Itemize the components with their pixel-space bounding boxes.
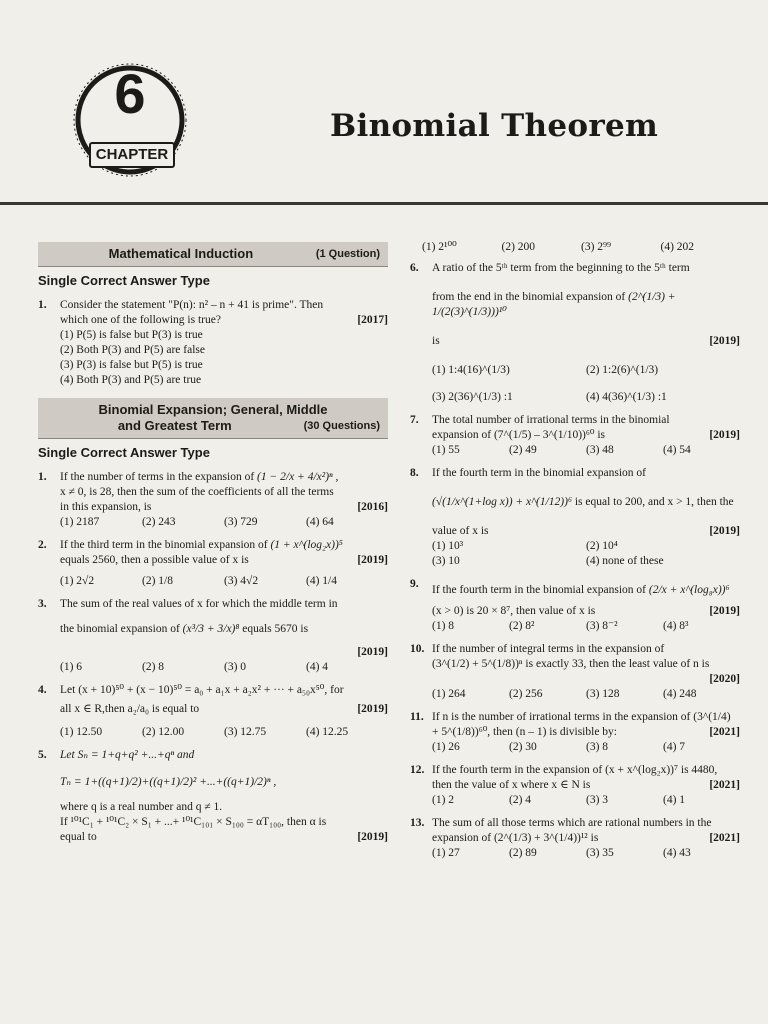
question-number: 2. [38, 539, 47, 551]
question [410, 466, 740, 569]
question-number: 8. [410, 467, 419, 479]
question-year: [2019] [357, 646, 388, 658]
option: (1) 2187 [60, 516, 100, 528]
option: (4) 7 [663, 741, 686, 753]
math-expression: (x³/3 + 3/x)⁸ [182, 623, 240, 635]
question-year: [2019] [709, 429, 740, 441]
option: (2) 1:2(6)^(1/3) [586, 364, 659, 376]
question-number: 1. [38, 471, 47, 483]
option: (2) 243 [142, 516, 176, 528]
option: (1) 264 [432, 688, 466, 700]
option: (3) 4√2 [224, 575, 259, 587]
question-number: 4. [38, 684, 47, 696]
math-expression: (2/x + x^(log₈x))⁶ [648, 584, 730, 596]
math-expression: (2^(1/3) + 1/(2(3)^(1/3)))¹⁰ [432, 291, 676, 318]
option: (3) 0 [224, 661, 247, 673]
option: (4) 54 [663, 444, 691, 456]
chapter-number: 6 [114, 62, 146, 125]
option: (3) 35 [586, 847, 614, 859]
option: (2) 4 [509, 794, 532, 806]
question-year: [2019] [357, 554, 388, 566]
option: (1) 27 [432, 847, 460, 859]
question-year: [2019] [709, 335, 740, 347]
question-text: If the third term in the binomial expansion of [60, 539, 268, 551]
question-number: 9. [410, 578, 419, 590]
option: (1) 2 [432, 794, 455, 806]
section-header-binomial [38, 398, 388, 439]
question-year: [2019] [357, 831, 388, 843]
question-text: where q is a real number and q ≠ 1. [60, 801, 223, 813]
option: (2) 12.00 [142, 726, 185, 738]
section-title: and Greatest Term [117, 418, 232, 433]
question [38, 538, 388, 589]
question-year: [2019] [709, 525, 740, 537]
question-number: 3. [38, 598, 47, 610]
question-number: 6. [410, 262, 419, 274]
option: (3) 48 [586, 444, 614, 456]
math-expression: (1 + x^(log₂x))⁵ [270, 539, 343, 551]
question-year: [2016] [357, 501, 388, 513]
math-expression: Tₙ = 1+((q+1)/2)+((q+1)/2)² +...+((q+1)/2)ⁿ , [60, 776, 277, 788]
option: (3) 128 [586, 688, 620, 700]
question-number: 5. [38, 749, 47, 761]
question [410, 261, 740, 405]
option: (4) 1/4 [306, 575, 337, 587]
option: (4) 64 [306, 516, 334, 528]
question-text: (x > 0) is 20 × 8⁷, then value of x is [432, 605, 596, 617]
option: (2) 256 [509, 688, 543, 700]
question [410, 763, 740, 808]
option: (3) 2(36)^(1/3) :1 [432, 391, 513, 403]
section-count: (1 Question) [315, 248, 380, 260]
right-column [410, 240, 740, 865]
section-title: Mathematical Induction [108, 246, 254, 261]
option: (3) 2⁹⁹ [581, 241, 612, 253]
question-text: all x ∈ R,then a₂/a₀ is equal to [60, 703, 200, 715]
question [38, 683, 388, 740]
question-text: The sum of all those terms which are rational numbers in the [432, 817, 712, 829]
question-text: If the fourth term in the binomial expansion of [432, 584, 646, 596]
option: (4) 4 [306, 661, 329, 673]
question-number: 13. [410, 817, 425, 829]
question-text: If the fourth term in the binomial expansion of [432, 467, 646, 479]
question-text: If the fourth term in the expansion of (x + x^(log₂x))⁷ is 4480, [432, 764, 718, 776]
section-header-induction [38, 242, 388, 267]
option: (1) P(5) is false but P(3) is true [60, 329, 203, 341]
question-text: the binomial expansion of [60, 623, 180, 635]
option: (4) none of these [586, 555, 664, 567]
question-text: from the end in the binomial expansion of [432, 291, 626, 303]
option: (4) 4(36)^(1/3) :1 [586, 391, 667, 403]
question-text: in this expansion, is [60, 501, 152, 513]
question-text: Let Sₙ = 1+q+q² +...+qⁿ and [60, 749, 195, 761]
chapter-title: Binomial Theorem [330, 108, 659, 144]
question [38, 597, 388, 675]
question-text: (3^(1/2) + 5^(1/8))ⁿ is exactly 33, then the least value of n is [432, 658, 710, 670]
question-text: If the number of terms in the expansion of [60, 471, 255, 483]
question [410, 642, 740, 702]
option: (1) 2√2 [60, 575, 95, 587]
option: (2) 200 [501, 241, 536, 253]
option: (3) 12.75 [224, 726, 267, 738]
option: (2) 8² [509, 620, 535, 632]
option: (4) 202 [660, 241, 695, 253]
question-text: is [432, 335, 440, 347]
option: (2) 10⁴ [586, 540, 618, 552]
question-year: [2021] [709, 832, 740, 844]
question-text: is equal to 200, and x > 1, then the [574, 496, 734, 508]
question-text: equals 5670 is [242, 623, 309, 635]
math-expression: (1 − 2/x + 4/x²)ⁿ , [257, 471, 339, 483]
question-year: [2019] [709, 605, 740, 617]
question [38, 748, 388, 845]
option: (3) P(3) is false but P(5) is true [60, 359, 203, 371]
subheading: Single Correct Answer Type [38, 273, 210, 288]
question [410, 577, 740, 634]
question-text: expansion of (7^(1/5) – 3^(1/10))⁶⁰ is [432, 429, 606, 441]
option: (3) 10 [432, 555, 460, 567]
question-text: Let (x + 10)⁵⁰ + (x − 10)⁵⁰ = a₀ + a₁x + a₂x² + ··· + a₅₀x⁵⁰, for [60, 684, 344, 696]
question-text: If the number of integral terms in the expansion of [432, 643, 665, 655]
chapter-label: CHAPTER [89, 142, 175, 168]
option: (2) 1/8 [142, 575, 173, 587]
question-number: 12. [410, 764, 425, 776]
question-text: equals 2560, then a possible value of x is [60, 554, 249, 566]
question [410, 710, 740, 755]
question-text: which one of the following is true? [60, 314, 221, 326]
question-year: [2021] [709, 726, 740, 738]
section-title: Binomial Expansion; General, Middle [98, 402, 328, 417]
question-text: then the value of x where x ∈ N is [432, 779, 591, 791]
question-text: value of x is [432, 525, 489, 537]
option: (2) 30 [509, 741, 537, 753]
question-year: [2021] [709, 779, 740, 791]
question-text: If n is the number of irrational terms in the expansion of (3^(1/4) [432, 711, 731, 723]
option: (4) 1 [663, 794, 686, 806]
question-text: equal to [60, 831, 97, 843]
option: (4) 248 [663, 688, 697, 700]
option: (3) 3 [586, 794, 609, 806]
header-divider [0, 202, 768, 205]
chapter-badge [72, 58, 188, 186]
option: (1) 2¹⁰⁰ [422, 241, 457, 253]
question-year: [2017] [357, 314, 388, 326]
question-text: expansion of (2^(1/3) + 3^(1/4))¹² is [432, 832, 599, 844]
option: (1) 8 [432, 620, 455, 632]
section-count: (30 Questions) [303, 420, 380, 432]
question [38, 470, 388, 530]
question [38, 298, 388, 388]
math-expression: (√(1/x^(1+log x)) + x^(1/12))⁶ [432, 496, 572, 508]
option: (3) 8⁻² [586, 620, 618, 632]
option: (2) 89 [509, 847, 537, 859]
option: (2) 8 [142, 661, 165, 673]
option: (3) 8 [586, 741, 609, 753]
question-text: The sum of the real values of x for which the middle term in [60, 598, 338, 610]
option: (1) 6 [60, 661, 83, 673]
question-number: 1. [38, 299, 47, 311]
option: (2) Both P(3) and P(5) are false [60, 344, 205, 356]
question [410, 413, 740, 458]
option: (1) 10³ [432, 540, 464, 552]
option: (4) 43 [663, 847, 691, 859]
question-text: The total number of irrational terms in the binomial [432, 414, 670, 426]
option: (1) 26 [432, 741, 460, 753]
question-text: If ¹⁰¹C₁ + ¹⁰¹C₂ × S₁ + ...+ ¹⁰¹C₁₀₁ × S₁₀₀ = αT₁₀₀, then α is [60, 816, 327, 828]
question-year: [2019] [357, 703, 388, 715]
option: (1) 1:4(16)^(1/3) [432, 364, 510, 376]
option: (1) 55 [432, 444, 460, 456]
question-number: 7. [410, 414, 419, 426]
option: (1) 12.50 [60, 726, 103, 738]
question-number: 11. [410, 711, 424, 723]
question-year: [2020] [709, 673, 740, 685]
question-number: 10. [410, 643, 425, 655]
left-column [38, 240, 388, 849]
question-text: Consider the statement "P(n): n² – n + 41 is prime". Then [60, 299, 324, 311]
option: (4) 12.25 [306, 726, 349, 738]
question [410, 816, 740, 861]
question-text: A ratio of the 5ᵗʰ term from the beginning to the 5ᵗʰ term [432, 262, 690, 274]
option: (2) 49 [509, 444, 537, 456]
option: (3) 729 [224, 516, 258, 528]
option: (4) 8³ [663, 620, 689, 632]
subheading: Single Correct Answer Type [38, 445, 210, 460]
question-text: + 5^(1/8))⁶⁰, then (n – 1) is divisible by: [432, 726, 617, 738]
question-text: x ≠ 0, is 28, then the sum of the coefficients of all the terms [60, 486, 334, 498]
option: (4) Both P(3) and P(5) are true [60, 374, 202, 386]
